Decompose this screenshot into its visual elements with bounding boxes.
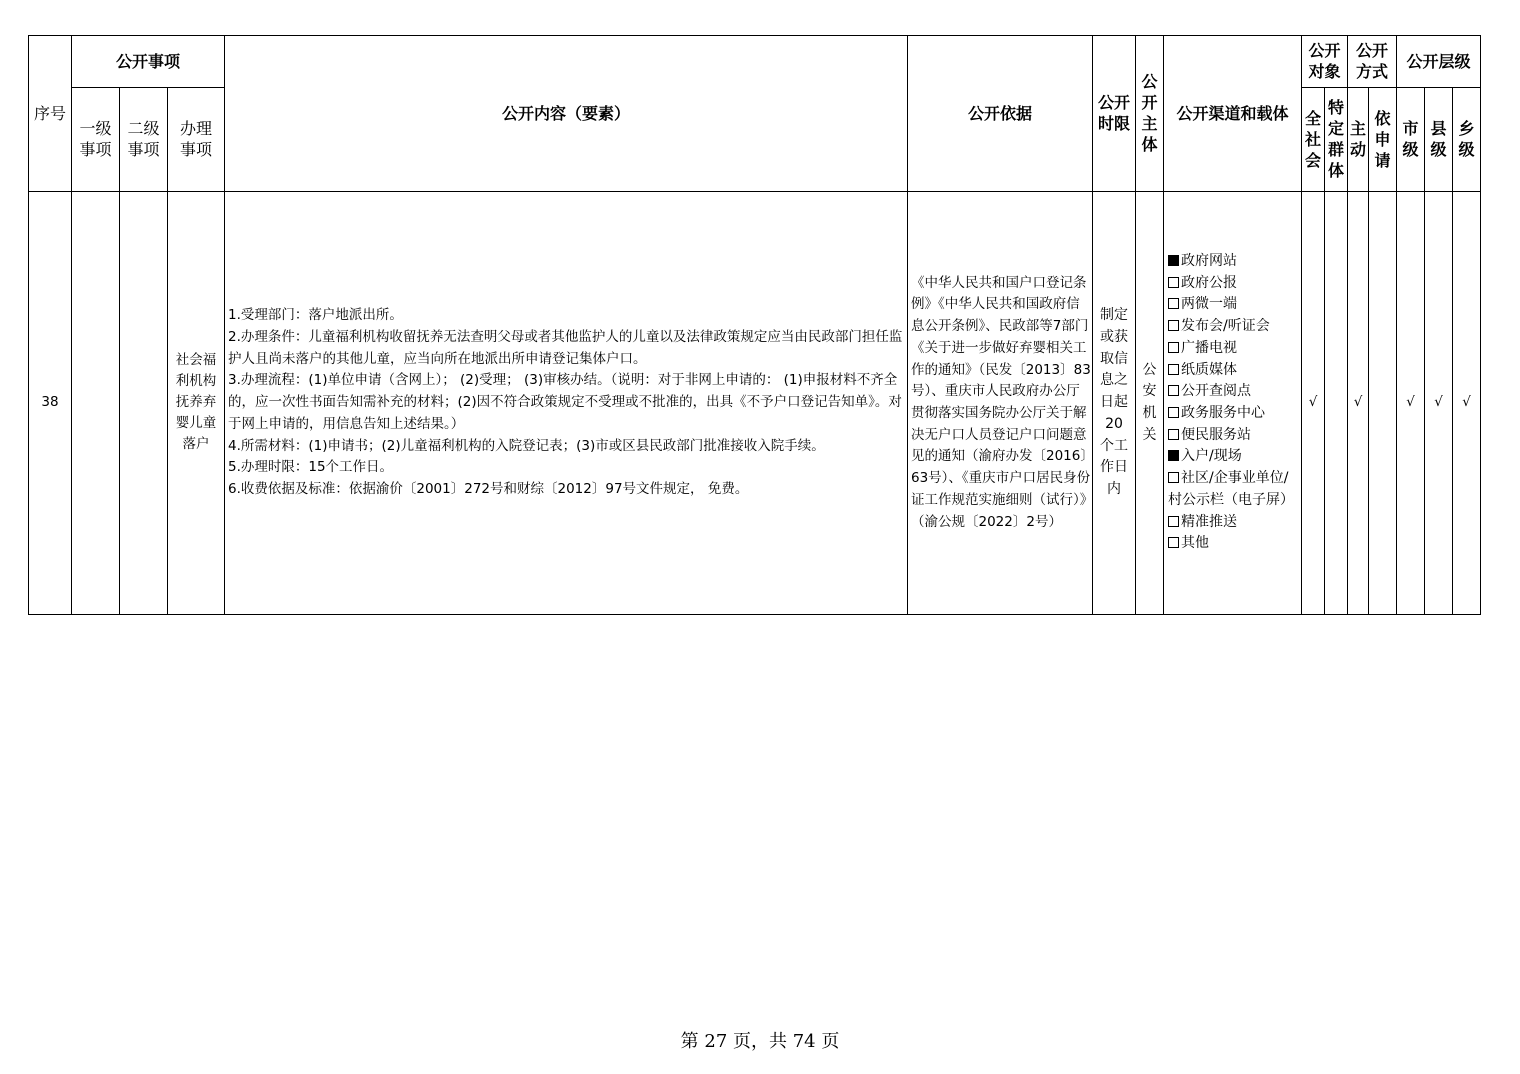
channel-item: 政府公报 (1168, 273, 1301, 295)
checkbox-icon (1168, 537, 1179, 548)
row-proactive: √ (1348, 192, 1369, 615)
row-level2 (120, 192, 168, 615)
header-city: 市级 (1397, 88, 1425, 192)
header-county: 县级 (1425, 88, 1453, 192)
header-level1: 一级事项 (72, 88, 120, 192)
channel-item: 公开查阅点 (1168, 381, 1301, 403)
channel-item: 其他 (1168, 533, 1301, 555)
header-seq: 序号 (29, 36, 72, 192)
row-content (225, 192, 908, 615)
row-on-request (1369, 192, 1397, 615)
checkbox-icon (1168, 298, 1179, 309)
checkbox-icon (1168, 255, 1179, 266)
header-method-group: 公开方式 (1348, 36, 1397, 88)
content-line: 6.收费依据及标准：依据渝价〔2001〕272号和财综〔2012〕97号文件规定， 免费。 (228, 480, 749, 497)
header-basis: 公开依据 (908, 36, 1093, 192)
header-whole-society: 全社会 (1302, 88, 1325, 192)
content-line: 5.办理时限：15个工作日。 (228, 459, 394, 476)
content-line: 2.办理条件：儿童福利机构收留抚养无法查明父母或者其他监护人的儿童以及法律政策规定应当由民政部门担任监护人且尚未落户的其他儿童，应当向所在地派出所申请登记集体户口。 (228, 329, 903, 367)
header-township: 乡级 (1453, 88, 1481, 192)
row-time-limit: 制定或获取信息之日起20个工作日内 (1093, 192, 1136, 615)
channel-item: 两微一端 (1168, 294, 1301, 316)
channel-item: 纸质媒体 (1168, 360, 1301, 382)
header-level-group: 公开层级 (1397, 36, 1481, 88)
channel-item: 便民服务站 (1168, 425, 1301, 447)
row-specific-group (1325, 192, 1348, 615)
page-footer: 第 27 页，共 74 页 (680, 1031, 840, 1052)
checkbox-icon (1168, 342, 1179, 353)
checkbox-icon (1168, 472, 1179, 483)
checkbox-icon (1168, 407, 1179, 418)
row-township: √ (1453, 192, 1481, 615)
checkbox-icon (1168, 364, 1179, 375)
row-handle: 社会福利机构抚养弃婴儿童落户 (168, 192, 225, 615)
checkbox-icon (1168, 429, 1179, 440)
header-specific-group: 特定群体 (1325, 88, 1348, 192)
row-basis: 《中华人民共和国户口登记条例》《中华人民共和国政府信息公开条例》、民政部等7部门《关于进一步做好弃婴相关工作的通知》（民发〔2013〕83号）、重庆市人民政府办公厅贯彻落实国务院办公厅关于解决无户口人员登记户口问题意见的通知（渝府办发〔2016〕63号）、《重庆市户口居民身份证工作规范实施细则（试行）》（渝公规〔2022〕2号） (908, 192, 1093, 615)
channel-item: 入户/现场 (1168, 446, 1301, 468)
content-line: 3.办理流程：(1)单位申请（含网上）； (2)受理； (3)审核办结。（说明：对于非网上申请的： (1)申报材料不齐全的，应一次性书面告知需补充的材料；(2)因不符合政策规定不受理或不批准的，出具《不予户口登记告知单》。对于网上申请的，用信息告知上述结果。） (228, 372, 902, 432)
channel-item: 精准推送 (1168, 512, 1301, 534)
header-channels: 公开渠道和载体 (1164, 36, 1302, 192)
row-city: √ (1397, 192, 1425, 615)
channel-item: 政务服务中心 (1168, 403, 1301, 425)
header-subject: 公开主体 (1136, 36, 1164, 192)
channel-item: 发布会/听证会 (1168, 316, 1301, 338)
header-handle: 办理事项 (168, 88, 225, 192)
checkbox-icon (1168, 450, 1179, 461)
table-row (29, 192, 1481, 615)
content-line: 4.所需材料：(1)申请书；(2)儿童福利机构的入院登记表；(3)市或区县民政部门批准接收入院手续。 (228, 437, 825, 454)
checkbox-icon (1168, 516, 1179, 527)
row-subject: 公安机关 (1136, 192, 1164, 615)
row-county: √ (1425, 192, 1453, 615)
row-channels (1164, 192, 1302, 615)
row-level1 (72, 192, 120, 615)
header-level2: 二级事项 (120, 88, 168, 192)
row-whole-society: √ (1302, 192, 1325, 615)
channel-item: 广播电视 (1168, 338, 1301, 360)
header-proactive: 主动 (1348, 88, 1369, 192)
header-content: 公开内容（要素） (225, 36, 908, 192)
header-on-request: 依申请 (1369, 88, 1397, 192)
header-items-group: 公开事项 (72, 36, 225, 88)
checkbox-icon (1168, 320, 1179, 331)
channel-item: 社区/企事业单位/村公示栏（电子屏） (1168, 470, 1294, 508)
content-line: 1.受理部门：落户地派出所。 (228, 307, 403, 324)
header-time-limit: 公开时限 (1093, 36, 1136, 192)
channel-item: 政府网站 (1168, 251, 1301, 273)
row-seq: 38 (29, 192, 72, 615)
disclosure-table (28, 35, 1481, 615)
checkbox-icon (1168, 385, 1179, 396)
checkbox-icon (1168, 277, 1179, 288)
header-audience-group: 公开对象 (1302, 36, 1348, 88)
